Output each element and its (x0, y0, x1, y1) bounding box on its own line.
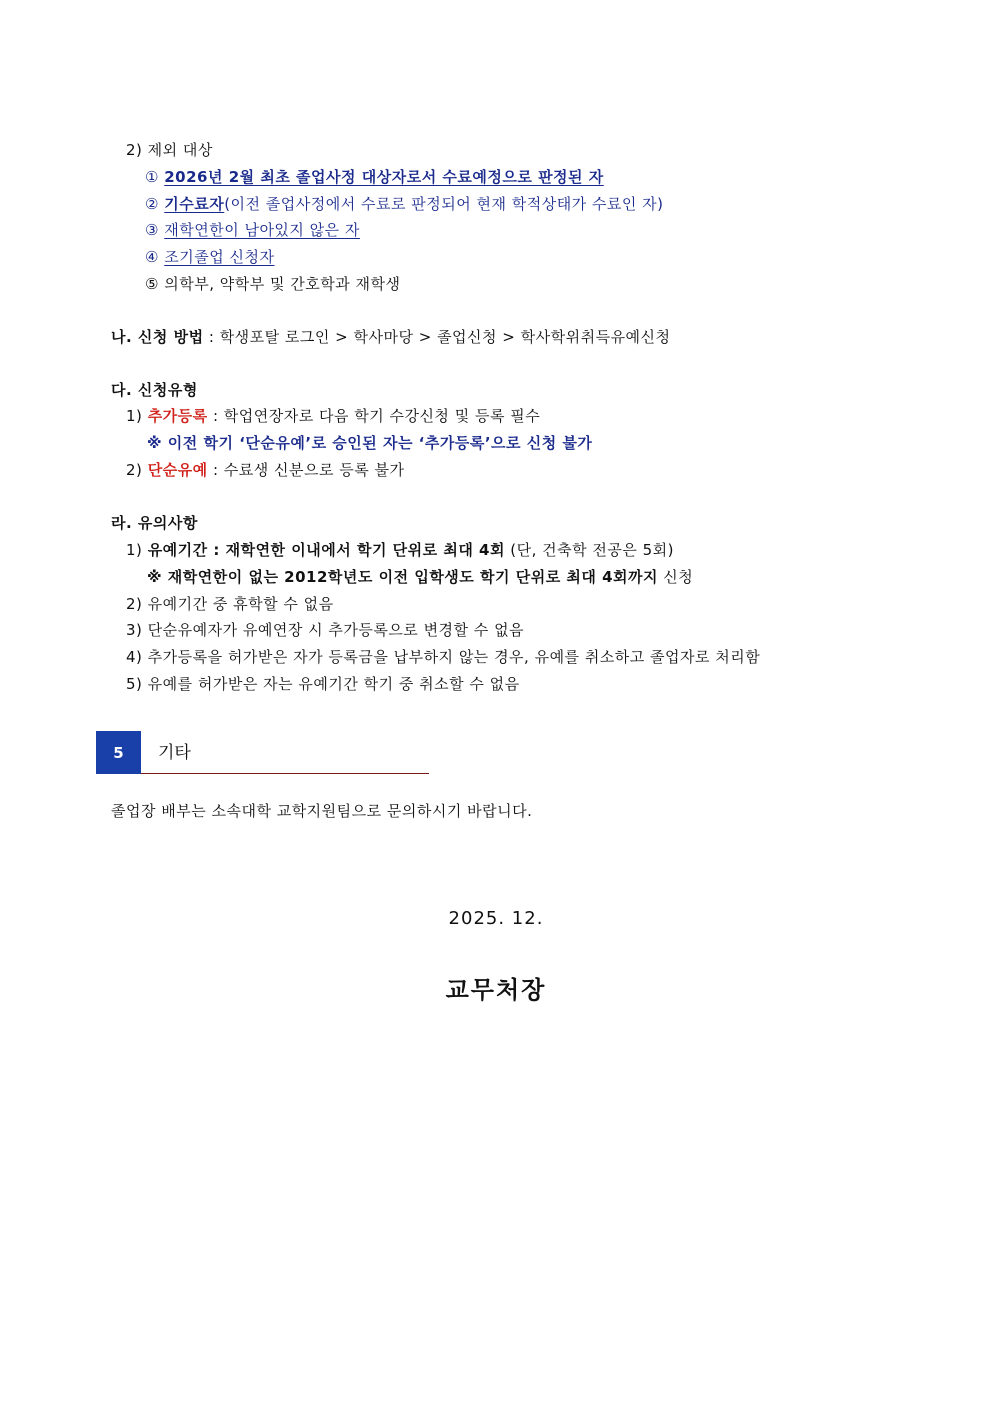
item-term: 기수료자 (164, 195, 225, 213)
excluded-item-2 (145, 194, 664, 214)
method-label: 나. 신청 방법 (111, 328, 204, 346)
excluded-item-4 (145, 247, 274, 267)
sub-text: 신청 (663, 568, 694, 586)
item-text: (이전 졸업사정에서 수료로 판정되어 현재 학적상태가 수료인 자) (224, 195, 664, 213)
note-sub-1 (147, 567, 693, 587)
types-heading: 다. 신청유형 (111, 381, 198, 399)
item-number: ② (145, 195, 159, 213)
note-item-4: 4) 추가등록을 허가받은 자가 등록금을 납부하지 않는 경우, 유예를 취소하고 졸업자로 처리함 (126, 648, 761, 666)
notes-heading: 라. 유의사항 (111, 514, 198, 532)
note-item-1 (126, 540, 674, 560)
type-item-2 (126, 460, 404, 480)
item-text: : 수료생 신분으로 등록 불가 (212, 461, 405, 479)
type-item-1 (126, 406, 540, 426)
item-number: 2) (126, 461, 143, 479)
item-bold-text: 유예기간 : 재학연한 이내에서 학기 단위로 최대 4회 (147, 541, 505, 559)
excluded-item-5 (145, 274, 400, 294)
note-item-5: 5) 유예를 허가받은 자는 유예기간 학기 중 취소할 수 없음 (126, 675, 520, 693)
method-text: : 학생포탈 로그인 > 학사마당 > 졸업신청 > 학사학위취득유예신청 (208, 328, 671, 346)
item-number: 1) (126, 407, 143, 425)
type-note: ※ 이전 학기 ‘단순유예’로 승인된 자는 ‘추가등록’으로 신청 불가 (147, 434, 593, 452)
sub-bold-text: ※ 재학연한이 없는 2012학년도 이전 입학생도 학기 단위로 최대 4회까지 (147, 568, 659, 586)
item-text: 2026년 2월 최초 졸업사정 대상자로서 수료예정으로 판정된 자 (164, 168, 604, 186)
section-divider (141, 773, 429, 774)
item-text: (단, 건축학 전공은 5회) (510, 541, 675, 559)
excluded-item-3 (145, 220, 360, 240)
type-term-additional: 추가등록 (147, 407, 208, 425)
item-number: 1) (126, 541, 143, 559)
item-text: 조기졸업 신청자 (164, 248, 275, 266)
item-text: 재학연한이 남아있지 않은 자 (164, 221, 360, 239)
item-number: ① (145, 168, 159, 186)
section-title: 기타 (158, 743, 191, 763)
excluded-heading: 2) 제외 대상 (126, 141, 213, 159)
item-number: ③ (145, 221, 159, 239)
note-item-2: 2) 유예기간 중 휴학할 수 없음 (126, 595, 334, 613)
type-term-simple: 단순유예 (147, 461, 208, 479)
document-date: 2025. 12. (448, 908, 544, 929)
section-number-badge: 5 (96, 731, 141, 774)
item-number: ⑤ (145, 275, 159, 293)
signature: 교무처장 (445, 975, 547, 1004)
note-item-3: 3) 단순유예자가 유예연장 시 추가등록으로 변경할 수 없음 (126, 621, 525, 639)
method-line (111, 327, 671, 347)
item-text: 의학부, 약학부 및 간호학과 재학생 (164, 275, 401, 293)
excluded-item-1 (145, 167, 604, 187)
section5-text: 졸업장 배부는 소속대학 교학지원팀으로 문의하시기 바랍니다. (111, 802, 533, 820)
item-number: ④ (145, 248, 159, 266)
item-text: : 학업연장자로 다음 학기 수강신청 및 등록 필수 (212, 407, 541, 425)
